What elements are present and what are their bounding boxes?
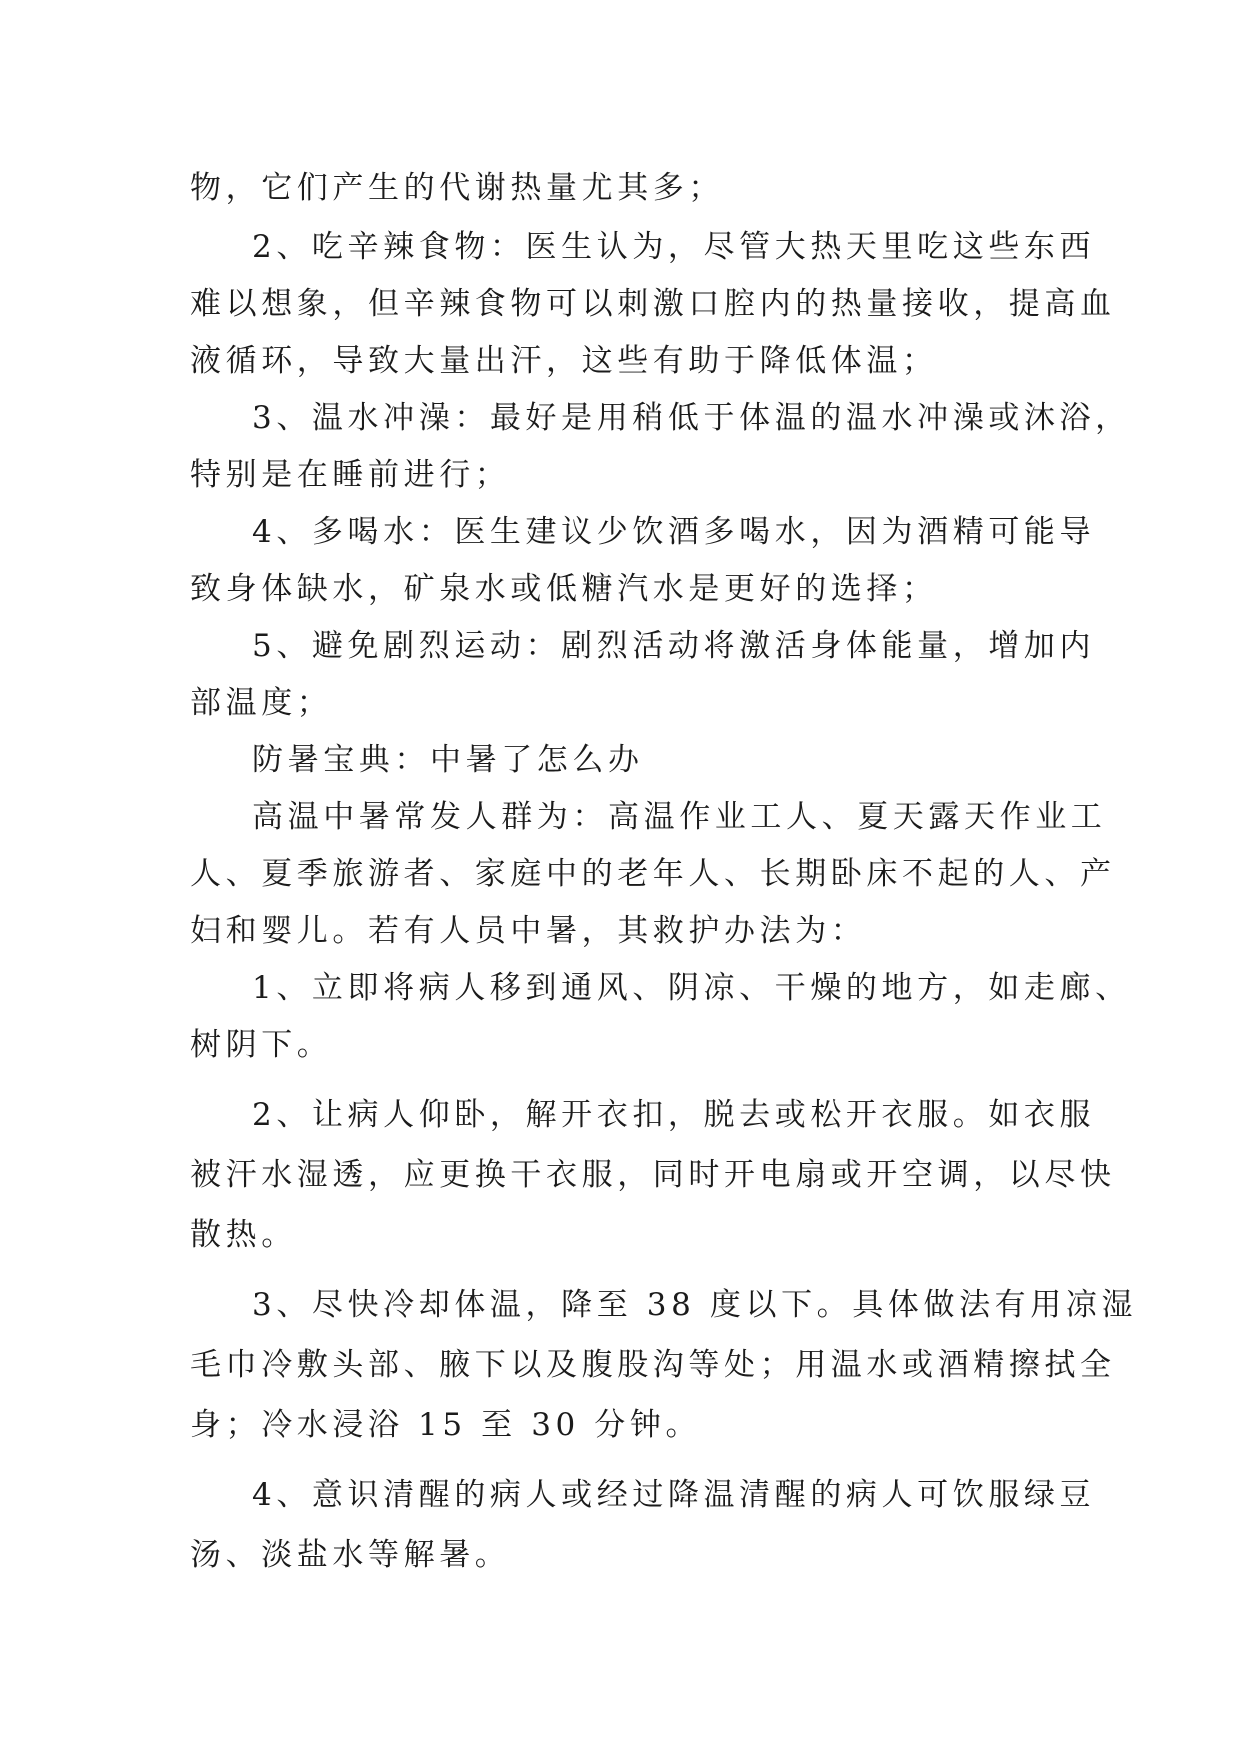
text-line: 4、意识清醒的病人或经过降温清醒的病人可饮服绿豆 xyxy=(252,1477,1096,1513)
text-line: 毛巾冷敷头部、腋下以及腹股沟等处；用温水或酒精擦拭全 xyxy=(190,1347,1116,1383)
text-line: 被汗水湿透，应更换干衣服，同时开电扇或开空调，以尽快 xyxy=(190,1157,1116,1193)
text-line: 部温度； xyxy=(190,685,333,721)
text-line: 3、尽快冷却体温，降至 38 度以下。具体做法有用凉湿 xyxy=(252,1287,1138,1323)
text-line: 致身体缺水，矿泉水或低糖汽水是更好的选择； xyxy=(190,571,938,607)
text-line: 液循环，导致大量出汗，这些有助于降低体温； xyxy=(190,343,938,379)
text-line: 2、让病人仰卧，解开衣扣，脱去或松开衣服。如衣服 xyxy=(252,1097,1096,1133)
text-line: 1、立即将病人移到通风、阴凉、干燥的地方，如走廊、 xyxy=(252,970,1131,1006)
text-line: 妇和婴儿。若有人员中暑，其救护办法为： xyxy=(190,913,867,949)
text-line: 散热。 xyxy=(190,1217,297,1253)
text-line: 高温中暑常发人群为：高温作业工人、夏天露天作业工 xyxy=(252,799,1107,835)
text-line: 物，它们产生的代谢热量尤其多； xyxy=(190,170,724,206)
text-line: 5、避免剧烈运动：剧烈活动将激活身体能量，增加内 xyxy=(252,628,1096,664)
text-line: 4、多喝水：医生建议少饮酒多喝水，因为酒精可能导 xyxy=(252,514,1096,550)
text-line: 身；冷水浸浴 15 至 30 分钟。 xyxy=(190,1407,702,1443)
text-line: 汤、淡盐水等解暑。 xyxy=(190,1537,511,1573)
text-line: 难以想象，但辛辣食物可以刺激口腔内的热量接收，提高血 xyxy=(190,286,1116,322)
text-line: 特别是在睡前进行； xyxy=(190,457,511,493)
section-heading: 防暑宝典：中暑了怎么办 xyxy=(252,742,644,778)
text-line: 人、夏季旅游者、家庭中的老年人、长期卧床不起的人、产 xyxy=(190,856,1116,892)
text-line: 2、吃辛辣食物：医生认为，尽管大热天里吃这些东西 xyxy=(252,229,1096,265)
text-line: 树阴下。 xyxy=(190,1027,333,1063)
text-line: 3、温水冲澡：最好是用稍低于体温的温水冲澡或沐浴， xyxy=(252,400,1131,436)
